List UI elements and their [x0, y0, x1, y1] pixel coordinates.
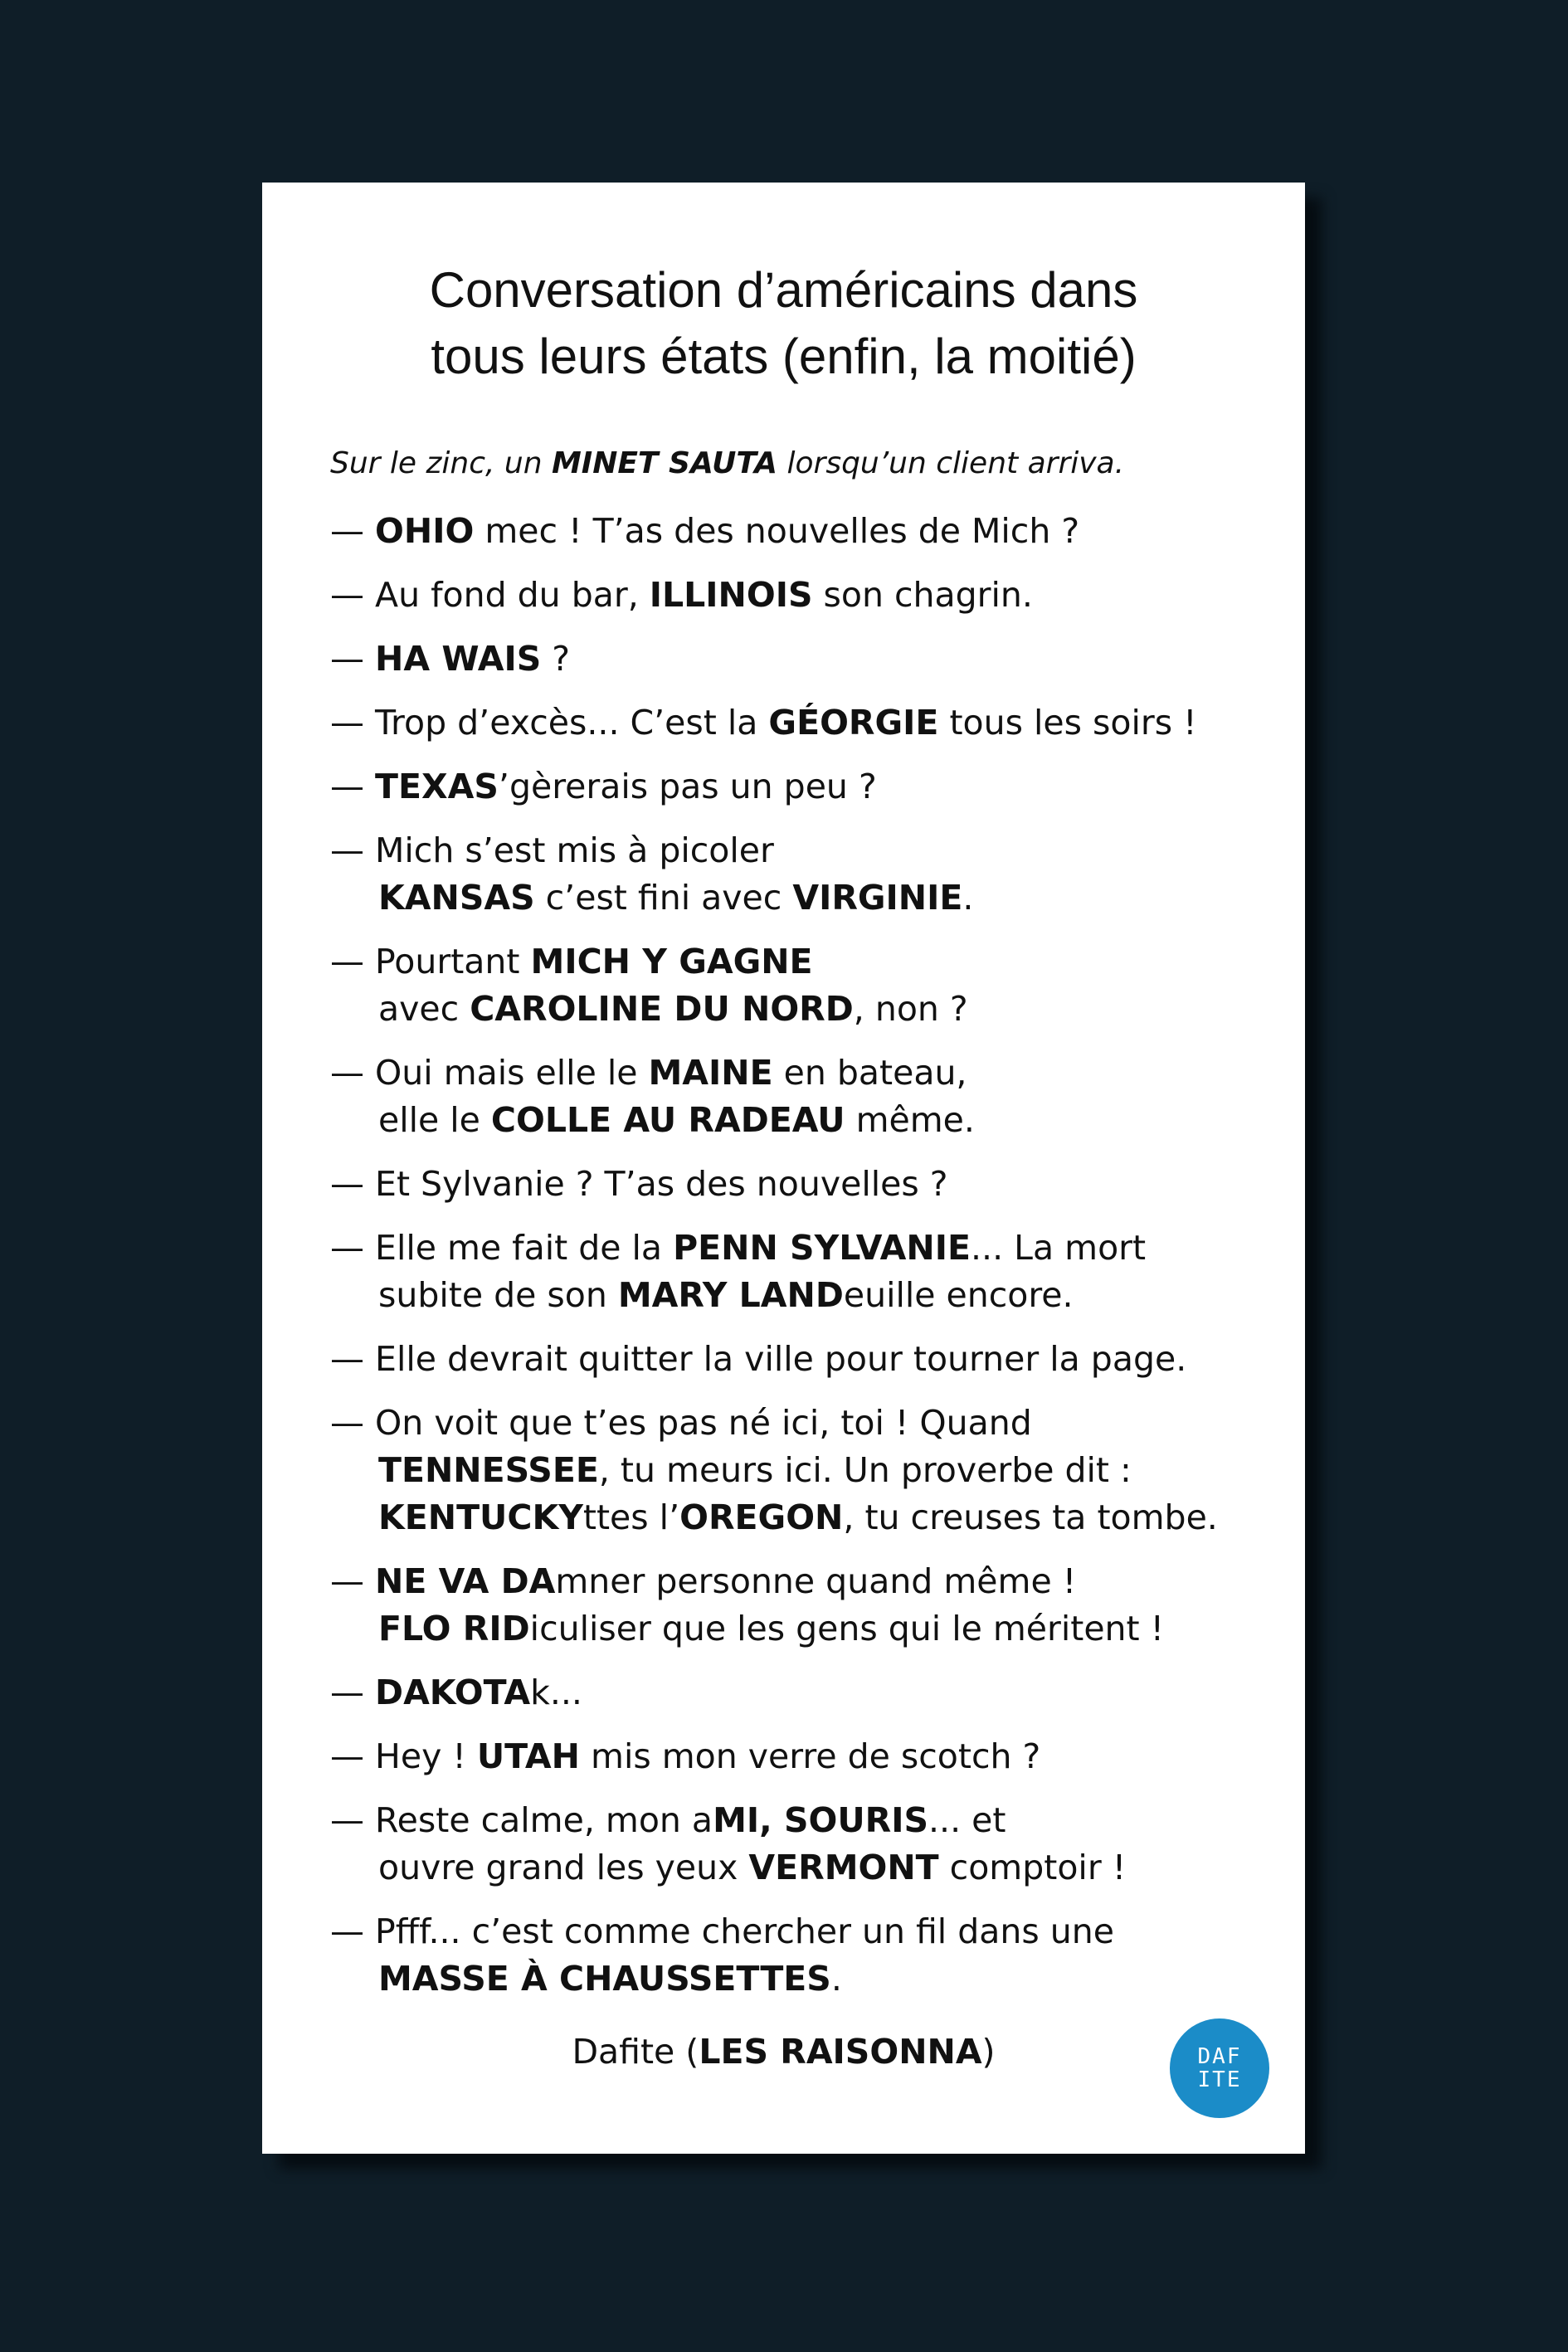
dialogue-line — [330, 1669, 1276, 1717]
text-run: — Elle devrait quitter la ville pour tourner la page. — [330, 1339, 1187, 1379]
text-run: Dafite ( — [572, 2032, 699, 2072]
state-pun: HA WAIS — [375, 639, 542, 679]
state-pun: UTAH — [476, 1736, 580, 1776]
text-run: avec — [378, 989, 470, 1029]
dialogue-line — [330, 572, 1276, 619]
title-line-1: Conversation d’américains dans — [429, 262, 1138, 318]
dialogue-line — [330, 508, 1276, 555]
dialogue-text — [330, 1336, 1276, 1383]
text-run: . — [962, 878, 974, 918]
state-pun: PENN SYLVANIE — [673, 1228, 971, 1268]
dialogue-text — [330, 938, 1276, 986]
text-run: — Et Sylvanie ? T’as des nouvelles ? — [330, 1164, 948, 1204]
dialogue-text — [330, 1161, 1276, 1208]
state-pun: MASSE À CHAUSSETTES — [378, 1959, 831, 1999]
text-run: ) — [981, 2032, 996, 2072]
text-run: lorsqu’un client arriva. — [777, 446, 1125, 480]
text-run: son chagrin. — [812, 575, 1033, 615]
dialogue-text — [330, 1797, 1276, 1844]
text-run: iculiser que les gens qui le méritent ! — [529, 1609, 1165, 1648]
dialogue-text — [330, 1669, 1276, 1717]
dialogue-text — [330, 763, 1276, 811]
text-run: — — [330, 1561, 376, 1601]
page-title — [262, 257, 1305, 390]
text-run: — Au fond du bar, — [330, 575, 650, 615]
text-run: , tu creuses ta tombe. — [843, 1497, 1218, 1537]
state-pun: ILLINOIS — [649, 575, 813, 615]
text-run: ... La mort — [971, 1228, 1147, 1268]
text-run: — — [330, 639, 376, 679]
text-run: ’gèrerais pas un peu ? — [498, 767, 877, 806]
dialogue-line — [330, 635, 1276, 683]
state-pun: VERMONT — [748, 1848, 939, 1887]
state-pun: OHIO — [375, 511, 475, 551]
dialogue-line — [330, 1336, 1276, 1383]
dialogue-text — [330, 572, 1276, 619]
text-run: ouvre grand les yeux — [378, 1848, 749, 1887]
state-pun: MI, SOURIS — [713, 1800, 928, 1840]
logo-line-1: DAF — [1197, 2044, 1242, 2069]
dialogue-line — [330, 1558, 1276, 1653]
text-run: — Trop d’excès... C’est la — [330, 703, 769, 743]
dialogue-text — [330, 635, 1276, 683]
state-pun: MICH Y GAGNE — [530, 942, 813, 981]
state-pun: DAKOTA — [375, 1673, 531, 1712]
dialogue-text — [330, 827, 1276, 874]
dialogue-text — [330, 1733, 1276, 1780]
state-pun: VIRGINIE — [792, 878, 963, 918]
text-run: ttes l’ — [582, 1497, 680, 1537]
text-run: . — [830, 1959, 842, 1999]
dialogue-continuation — [330, 1272, 1276, 1319]
text-run: même. — [845, 1100, 975, 1140]
dialogue-text — [330, 1049, 1276, 1097]
state-pun: GÉORGIE — [768, 703, 939, 743]
dialogue-line — [330, 1797, 1276, 1892]
dialogue-continuation — [330, 1955, 1276, 2003]
text-run: k... — [530, 1673, 582, 1712]
dialogue-text — [330, 699, 1276, 747]
text-run: — Mich s’est mis à picoler — [330, 830, 774, 870]
state-pun: MINET SAUTA — [551, 446, 778, 480]
title-line-2: tous leurs états (enfin, la moitié) — [431, 329, 1137, 384]
dialogue-text — [330, 1908, 1276, 1955]
state-pun: TENNESSEE — [378, 1450, 599, 1490]
text-run: tous les soirs ! — [938, 703, 1197, 743]
text-run: elle le — [378, 1100, 491, 1140]
dialogue-text — [330, 1400, 1276, 1447]
state-pun: MARY LAND — [617, 1275, 844, 1315]
text-run: euille encore. — [843, 1275, 1074, 1315]
text-run: c’est fini avec — [534, 878, 793, 918]
text-run: comptoir ! — [938, 1848, 1127, 1887]
text-run: — Hey ! — [330, 1736, 477, 1776]
text-run: , tu meurs ici. Un proverbe dit : — [598, 1450, 1132, 1490]
state-pun: FLO RID — [378, 1609, 530, 1648]
dialogue-line — [330, 1225, 1276, 1319]
dialogue-list — [330, 508, 1276, 2019]
state-pun: OREGON — [679, 1497, 844, 1537]
text-run: , non ? — [853, 989, 968, 1029]
dialogue-continuation — [330, 986, 1276, 1033]
dialogue-continuation — [330, 1605, 1276, 1653]
text-run: — — [330, 767, 376, 806]
state-pun: KENTUCKY — [378, 1497, 583, 1537]
dialogue-line — [330, 1908, 1276, 2003]
dialogue-line — [330, 938, 1276, 1033]
dialogue-text — [330, 1225, 1276, 1272]
dialogue-continuation — [330, 874, 1276, 922]
dialogue-line — [330, 699, 1276, 747]
dialogue-text — [330, 1558, 1276, 1605]
state-pun: CAROLINE DU NORD — [470, 989, 854, 1029]
dialogue-continuation — [330, 1494, 1276, 1541]
text-run: — Pourtant — [330, 942, 531, 981]
text-run: en bateau, — [772, 1053, 967, 1093]
dialogue-line — [330, 763, 1276, 811]
intro-line — [330, 446, 1124, 480]
dialogue-line — [330, 827, 1276, 922]
dialogue-continuation — [330, 1447, 1276, 1494]
dialogue-line — [330, 1049, 1276, 1144]
text-run: mis mon verre de scotch ? — [579, 1736, 1041, 1776]
text-run: mner personne quand même ! — [555, 1561, 1077, 1601]
text-run: ... et — [928, 1800, 1006, 1840]
text-run: — — [330, 511, 376, 551]
text-run: — On voit que t’es pas né ici, toi ! Quand — [330, 1403, 1032, 1443]
dialogue-text — [330, 508, 1276, 555]
signature — [262, 2032, 1305, 2072]
text-run: — Reste calme, mon a — [330, 1800, 713, 1840]
dialogue-continuation — [330, 1097, 1276, 1144]
state-pun: TEXAS — [375, 767, 499, 806]
text-run: — — [330, 1673, 376, 1712]
dialogue-line — [330, 1733, 1276, 1780]
text-run: Sur le zinc, un — [330, 446, 552, 480]
text-run: — Oui mais elle le — [330, 1053, 649, 1093]
state-pun: MAINE — [648, 1053, 773, 1093]
state-pun: LES RAISONNA — [699, 2032, 982, 2072]
state-pun: COLLE AU RADEAU — [490, 1100, 845, 1140]
dafite-logo — [1170, 2018, 1269, 2118]
dialogue-line — [330, 1161, 1276, 1208]
state-pun: NE VA DA — [375, 1561, 556, 1601]
state-pun: KANSAS — [378, 878, 535, 918]
text-run: — Elle me fait de la — [330, 1228, 674, 1268]
text-run: — Pfff... c’est comme chercher un fil dans une — [330, 1911, 1114, 1951]
text-run: mec ! T’as des nouvelles de Mich ? — [474, 511, 1080, 551]
poem-card — [262, 183, 1305, 2154]
logo-line-2: ITE — [1197, 2067, 1242, 2092]
dialogue-continuation — [330, 1844, 1276, 1892]
dialogue-line — [330, 1400, 1276, 1541]
text-run: subite de son — [378, 1275, 618, 1315]
text-run: ? — [541, 639, 571, 679]
